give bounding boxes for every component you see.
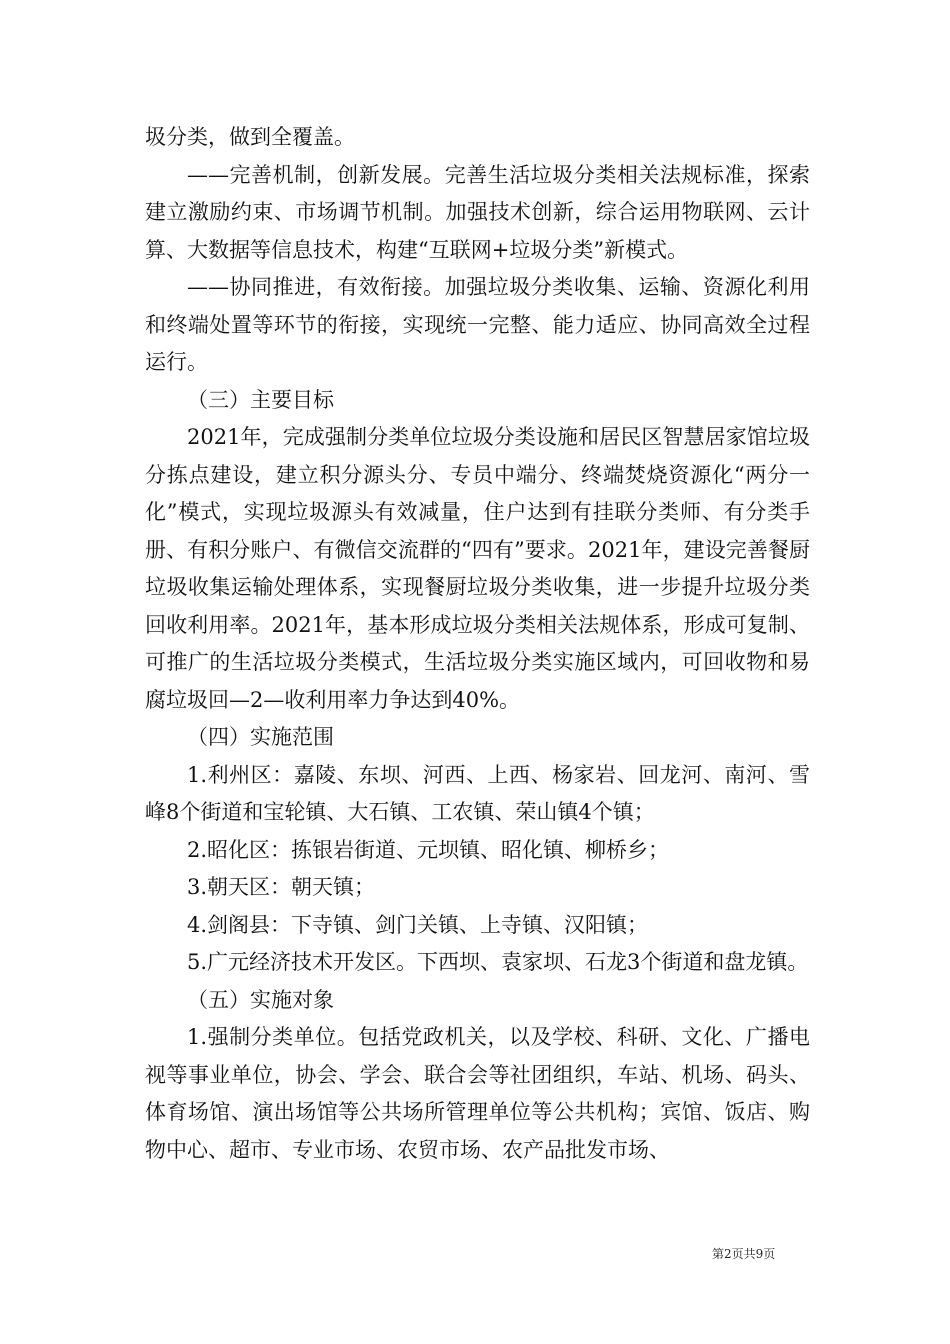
list-item-lizhou: 1.利州区：嘉陵、东坝、河西、上西、杨家岩、回龙河、南河、雪峰8个街道和宝轮镇、大石镇、工农镇、荣山镇4个镇； xyxy=(145,762,810,824)
section-heading-scope: （四）实施范围 xyxy=(187,725,334,749)
paragraph-coordination: ——协同推进，有效衔接。加强垃圾分类收集、运输、资源化利用和终端处置等环节的衔接，实现统一完整、能力适应、协同高效全过程运行。 xyxy=(145,275,810,374)
list-item-jiange: 4.剑阁县：下寺镇、剑门关镇、上寺镇、汉阳镇； xyxy=(187,912,649,937)
list-item-guangyuan-dev-zone: 5.广元经济技术开发区。下西坝、袁家坝、石龙3个街道和盘龙镇。 xyxy=(187,950,809,974)
paragraph-continuation: 圾分类，做到全覆盖。 xyxy=(145,125,355,149)
section-heading-main-goals: （三）主要目标 xyxy=(187,387,334,412)
list-item-mandatory-units: 1.强制分类单位。包括党政机关，以及学校、科研、文化、广播电视等事业单位，协会、学会、联合会等社团组织，车站、机场、码头、体育场馆、演出场馆等公共场所管理单位等公共机构；宾馆、饭店、购物中心、超市、专业市场、农贸市场、农产品批发市场、 xyxy=(145,1025,810,1162)
document-body xyxy=(145,119,810,1169)
paragraph-goals: 2021年，完成强制分类单位垃圾分类设施和居民区智慧居家馆垃圾分拣点建设，建立积分源头分、专员中端分、终端焚烧资源化“两分一化”模式，实现垃圾源头有效减量，住户达到有挂联分类师、有分类手册、有积分账户、有微信交流群的“四有”要求。2021年，建设完善餐厨垃圾收集运输处理体系，实现餐厨垃圾分类收集，进一步提升垃圾分类回收利用率。2021年，基本形成垃圾分类相关法规体系，形成可复制、可推广的生活垃圾分类模式，生活垃圾分类实施区域内，可回收物和易腐垃圾回—2—收利用率力争达到40%。 xyxy=(145,425,810,712)
paragraph-mechanism: ——完善机制，创新发展。完善生活垃圾分类相关法规标准，探索建立激励约束、市场调节机制。加强技术创新，综合运用物联网、云计算、大数据等信息技术，构建“互联网+垃圾分类”新模式。 xyxy=(145,162,810,262)
section-heading-targets: （五）实施对象 xyxy=(187,987,334,1012)
list-item-chaotian: 3.朝天区：朝天镇； xyxy=(187,875,376,899)
list-item-zhaohua: 2.昭化区：拣银岩街道、元坝镇、昭化镇、柳桥乡； xyxy=(187,837,670,862)
page-number-footer: 第2页共9页 xyxy=(712,1247,776,1261)
